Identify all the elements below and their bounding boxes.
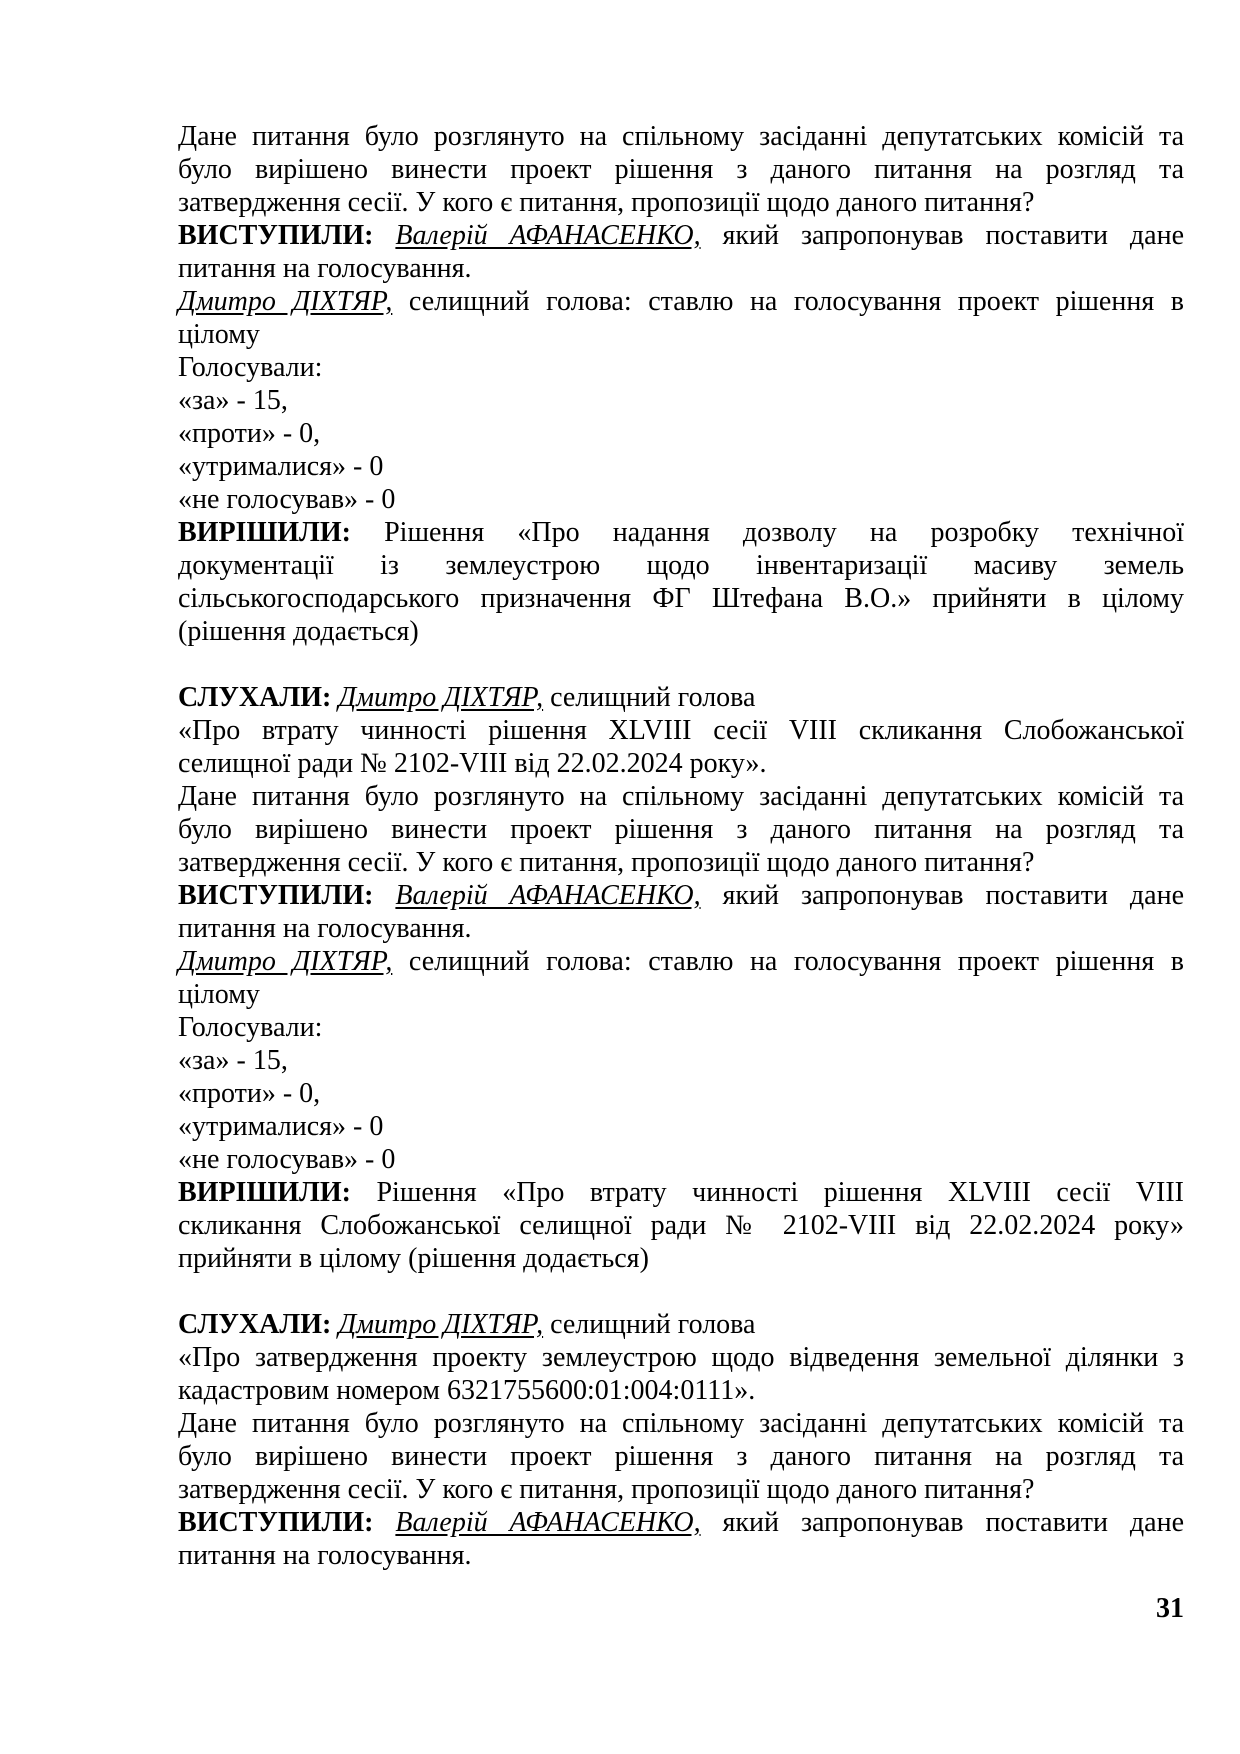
topic-line: «Про втрату чинності рішення XLVIII сесії VIII скликання Слобожанської: [178, 715, 1184, 746]
vystupyly-text-cont: питання на голосування.: [178, 913, 472, 944]
intro-line: затвердження сесії. У кого є питання, пропозиції щодо даного питання?: [178, 847, 1035, 878]
agenda-item: [178, 681, 1184, 1275]
vote-label: Голосували:: [178, 352, 323, 383]
vystupyly-label: ВИСТУПИЛИ:: [178, 880, 374, 911]
intro-line: було вирішено винести проект рішення з даного питання на розгляд та: [178, 154, 1184, 185]
chair-line: [178, 285, 1184, 318]
chair-name: Дмитро ДІХТЯР,: [178, 286, 393, 317]
sluhaly-label: СЛУХАЛИ:: [178, 682, 332, 713]
vote-for: «за» - 15,: [178, 385, 288, 416]
speaker-name: Дмитро ДІХТЯР,: [338, 682, 544, 713]
vystupyly-text: який запропонував поставити дане: [722, 220, 1185, 251]
vyrishyly-text-cont: сільськогосподарського призначення ФГ Штефана В.О.» прийняти в цілому: [178, 583, 1184, 614]
topic-line: «Про затвердження проекту землеустрою щодо відведення земельної ділянки з: [178, 1342, 1184, 1373]
vote-label: Голосували:: [178, 1012, 323, 1043]
intro-line: затвердження сесії. У кого є питання, пропозиції щодо даного питання?: [178, 187, 1035, 218]
speaker-role: селищний голова: [550, 1309, 756, 1340]
vyrishyly-text-cont: документації із землеустрою щодо інвентаризації масиву земель: [178, 550, 1184, 581]
intro-line: Дане питання було розглянуто на спільному засіданні депутатських комісій та: [178, 121, 1184, 152]
vyrishyly-text-cont: скликання Слобожанської селищної ради № 2102-VIII від 22.02.2024 року»: [178, 1210, 1184, 1241]
speaker-name: Дмитро ДІХТЯР,: [338, 1309, 544, 1340]
sluhaly-label: СЛУХАЛИ:: [178, 1309, 332, 1340]
vystupyly-text-cont: питання на голосування.: [178, 253, 472, 284]
topic-line: селищної ради № 2102-VIII від 22.02.2024 року».: [178, 748, 767, 779]
sluhaly-line: [178, 681, 1184, 714]
vyrishyly-text-end: (рішення додається): [178, 616, 419, 647]
speaker-name: Валерій АФАНАСЕНКО,: [395, 880, 701, 911]
chair-name: Дмитро ДІХТЯР,: [178, 946, 393, 977]
vystupyly-line: [178, 219, 1184, 252]
chair-text: селищний голова: ставлю на голосування проект рішення в: [408, 946, 1184, 977]
vote-abstained: «утрималися» - 0: [178, 451, 384, 482]
chair-line: [178, 945, 1184, 978]
document-body: [178, 120, 1184, 1572]
vyrishyly-label: ВИРІШИЛИ:: [178, 1177, 351, 1208]
vyrishyly-text: Рішення «Про надання дозволу на розробку технічної: [384, 517, 1184, 548]
vote-abstained: «утрималися» - 0: [178, 1111, 384, 1142]
paragraph-gap: [178, 648, 1184, 681]
chair-text-cont: цілому: [178, 319, 260, 350]
vystupyly-line: [178, 1506, 1184, 1539]
speaker-name: Валерій АФАНАСЕНКО,: [395, 1507, 701, 1538]
vystupyly-line: [178, 879, 1184, 912]
speaker-name: Валерій АФАНАСЕНКО,: [395, 220, 701, 251]
paragraph-gap: [178, 1275, 1184, 1308]
vote-against: «проти» - 0,: [178, 418, 321, 449]
speaker-role: селищний голова: [550, 682, 756, 713]
intro-line: Дане питання було розглянуто на спільному засіданні депутатських комісій та: [178, 1408, 1184, 1439]
vyrishyly-line: [178, 516, 1184, 549]
topic-line: кадастровим номером 6321755600:01:004:0111».: [178, 1375, 756, 1406]
vote-for: «за» - 15,: [178, 1045, 288, 1076]
vote-against: «проти» - 0,: [178, 1078, 321, 1109]
vyrishyly-text: Рішення «Про втрату чинності рішення XLVIII сесії VIII: [376, 1177, 1184, 1208]
vystupyly-text: який запропонував поставити дане: [722, 880, 1185, 911]
intro-line: затвердження сесії. У кого є питання, пропозиції щодо даного питання?: [178, 1474, 1035, 1505]
intro-line: було вирішено винести проект рішення з даного питання на розгляд та: [178, 1441, 1184, 1472]
intro-line: Дане питання було розглянуто на спільному засіданні депутатських комісій та: [178, 781, 1184, 812]
page-number: 31: [1156, 1593, 1184, 1624]
vystupyly-label: ВИСТУПИЛИ:: [178, 1507, 374, 1538]
agenda-item-continued: [178, 120, 1184, 648]
vystupyly-label: ВИСТУПИЛИ:: [178, 220, 374, 251]
chair-text: селищний голова: ставлю на голосування проект рішення в: [408, 286, 1184, 317]
intro-line: було вирішено винести проект рішення з даного питання на розгляд та: [178, 814, 1184, 845]
vyrishyly-text-end: прийняти в цілому (рішення додається): [178, 1243, 649, 1274]
vyrishyly-label: ВИРІШИЛИ:: [178, 517, 351, 548]
vystupyly-text-cont: питання на голосування.: [178, 1540, 472, 1571]
vote-not-voted: «не голосував» - 0: [178, 484, 396, 515]
vote-not-voted: «не голосував» - 0: [178, 1144, 396, 1175]
sluhaly-line: [178, 1308, 1184, 1341]
vystupyly-text: який запропонував поставити дане: [722, 1507, 1185, 1538]
vyrishyly-line: [178, 1176, 1184, 1209]
agenda-item: [178, 1308, 1184, 1572]
chair-text-cont: цілому: [178, 979, 260, 1010]
